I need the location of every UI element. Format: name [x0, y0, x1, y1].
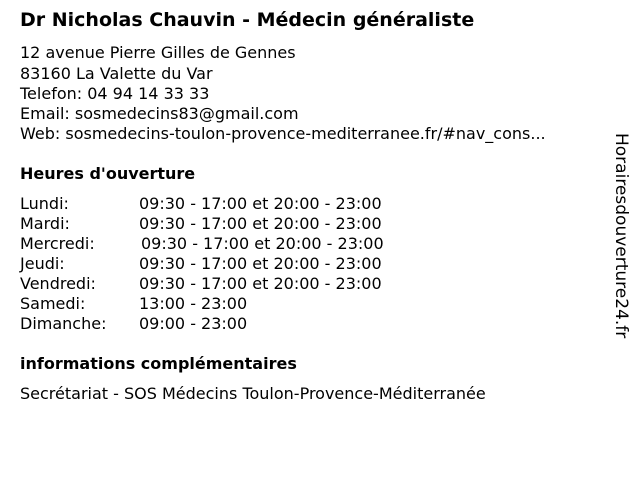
hours-day: Dimanche:	[20, 314, 107, 333]
hours-day: Samedi:	[20, 294, 86, 313]
additional-info-text: Secrétariat - SOS Médecins Toulon-Provence-Méditerranée	[20, 384, 486, 403]
hours-time: 09:30 - 17:00 et 20:00 - 23:00	[139, 194, 382, 213]
hours-day: Jeudi:	[20, 254, 65, 273]
website-link[interactable]: Web: sosmedecins-toulon-provence-mediterranee.fr/#nav_cons...	[20, 124, 546, 143]
hours-time: 09:30 - 17:00 et 20:00 - 23:00	[139, 254, 382, 273]
hours-time: 09:00 - 23:00	[139, 314, 248, 333]
email-link[interactable]: Email: sosmedecins83@gmail.com	[20, 104, 299, 123]
hours-day: Vendredi:	[20, 274, 96, 293]
address-street: 12 avenue Pierre Gilles de Gennes	[20, 43, 296, 62]
watermark-text: Horairesdouverture24.fr	[611, 133, 631, 339]
hours-day: Mercredi:	[20, 234, 95, 253]
page-title: Dr Nicholas Chauvin - Médecin généraliste	[20, 9, 475, 31]
hours-time: 09:30 - 17:00 et 20:00 - 23:00	[139, 274, 382, 293]
phone-number[interactable]: Telefon: 04 94 14 33 33	[20, 84, 210, 103]
opening-hours-heading: Heures d'ouverture	[20, 164, 196, 183]
hours-time: 13:00 - 23:00	[139, 294, 248, 313]
hours-time: 09:30 - 17:00 et 20:00 - 23:00	[139, 214, 382, 233]
additional-info-heading: informations complémentaires	[20, 354, 297, 373]
hours-day: Lundi:	[20, 194, 69, 213]
hours-time: 09:30 - 17:00 et 20:00 - 23:00	[141, 234, 384, 253]
hours-day: Mardi:	[20, 214, 70, 233]
address-city: 83160 La Valette du Var	[20, 64, 213, 83]
